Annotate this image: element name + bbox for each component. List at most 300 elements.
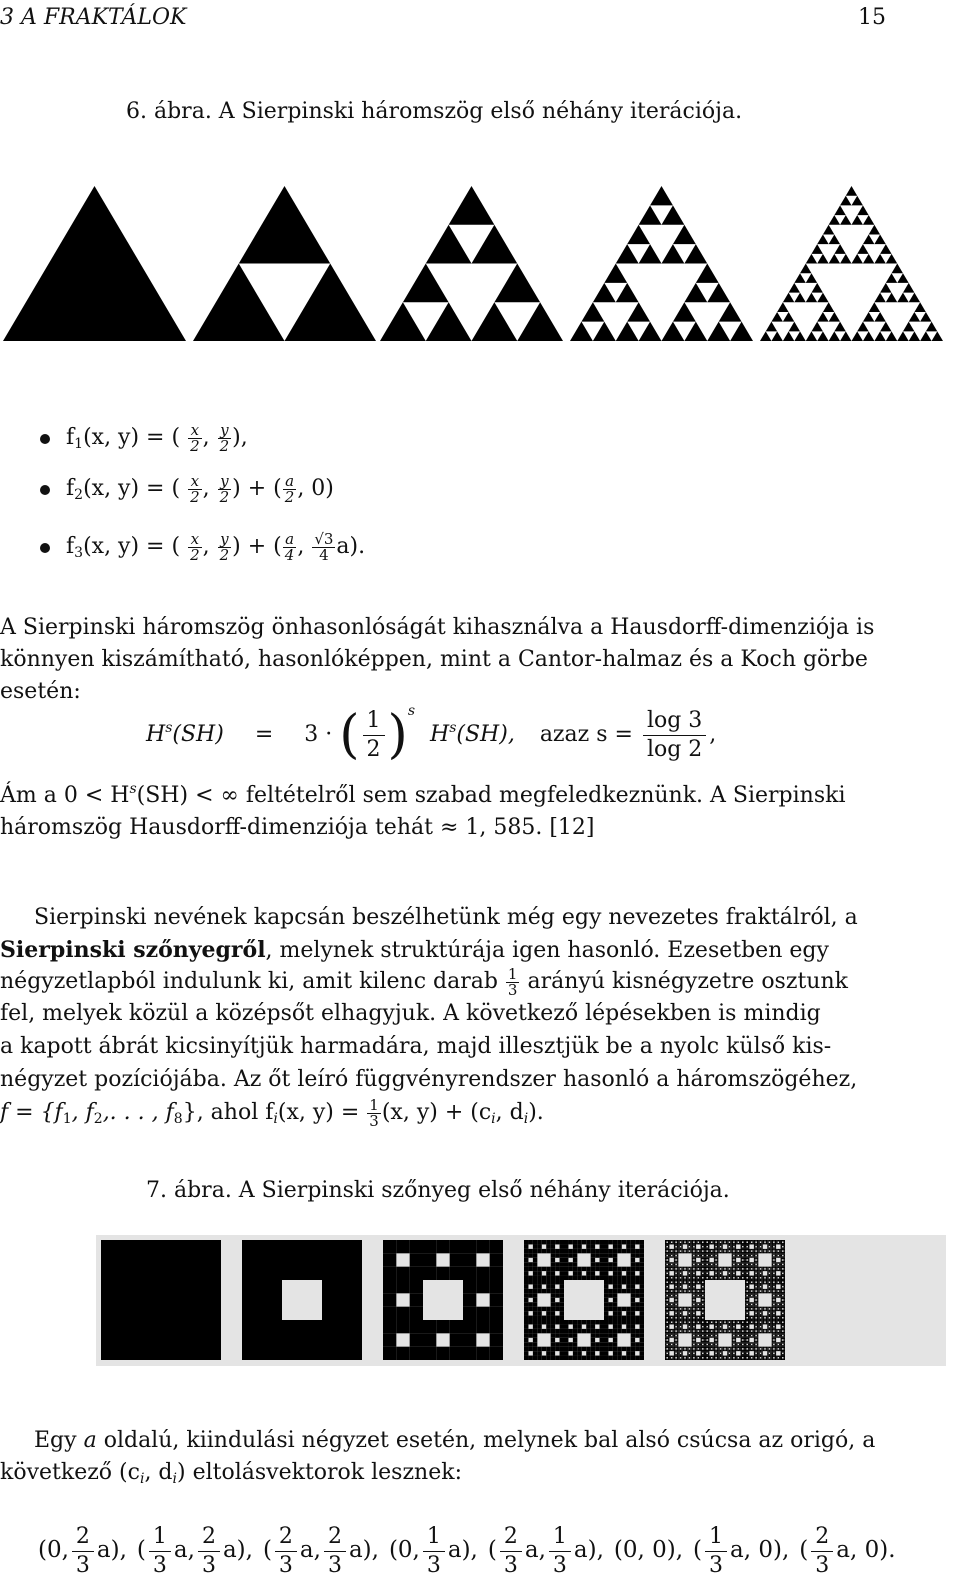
carpet-cell <box>622 1320 626 1324</box>
carpet-cell <box>760 1244 761 1245</box>
carpet-cell <box>738 1270 739 1271</box>
carpet-cell <box>672 1241 673 1242</box>
carpet-cell <box>591 1267 595 1271</box>
carpet-cell <box>727 1347 728 1348</box>
carpet-cell <box>613 1351 617 1355</box>
carpet-cell <box>709 1329 710 1330</box>
carpet-cell <box>714 1320 715 1321</box>
carpet-cell <box>778 1356 779 1357</box>
carpet-cell <box>761 1359 762 1360</box>
carpet-cell <box>754 1290 755 1291</box>
carpet-cell <box>781 1281 782 1282</box>
carpet-cell <box>754 1296 755 1297</box>
carpet-cell <box>776 1240 777 1241</box>
carpet-cell <box>604 1311 608 1315</box>
carpet-cell <box>450 1240 463 1253</box>
carpet-cell <box>687 1252 688 1253</box>
carpet-cell <box>781 1332 782 1333</box>
carpet-cell <box>775 1267 776 1268</box>
carpet-cell <box>702 1261 703 1262</box>
carpet-cell <box>742 1256 743 1257</box>
carpet-cell <box>564 1347 568 1351</box>
carpet-cell <box>745 1347 746 1348</box>
triangle-piece <box>794 273 805 283</box>
carpet-cell <box>779 1280 780 1281</box>
carpet-cell <box>745 1246 746 1247</box>
carpet-cell <box>732 1351 733 1352</box>
carpet-cell <box>677 1302 678 1303</box>
carpet-cell <box>551 1284 555 1288</box>
carpet-cell <box>745 1292 746 1293</box>
carpet-cell <box>542 1240 546 1244</box>
carpet-cell <box>704 1271 705 1272</box>
carpet-cell <box>766 1329 767 1330</box>
carpet-cell <box>671 1310 672 1311</box>
carpet-cell <box>720 1274 721 1275</box>
carpet-cell <box>695 1304 696 1305</box>
carpet-cell <box>704 1357 705 1358</box>
carpet-cell <box>732 1258 733 1259</box>
carpet-cell <box>755 1327 756 1328</box>
carpet-cell <box>674 1252 675 1253</box>
carpet-cell <box>763 1276 764 1277</box>
carpet-cell <box>772 1274 773 1275</box>
carpet-cell <box>665 1249 666 1250</box>
carpet-cell <box>761 1283 762 1284</box>
carpet-cell <box>704 1342 705 1343</box>
carpet-cell <box>686 1307 687 1308</box>
carpet-cell <box>551 1320 555 1324</box>
carpet-cell <box>546 1316 550 1320</box>
carpet-cell <box>690 1354 691 1355</box>
carpet-cell <box>784 1304 785 1305</box>
carpet-cell <box>721 1243 722 1244</box>
carpet-cell <box>683 1243 684 1244</box>
carpet-cell <box>782 1261 783 1262</box>
carpet-cell <box>678 1314 679 1315</box>
carpet-cell <box>718 1241 719 1242</box>
carpet-cell <box>782 1338 783 1339</box>
carpet-cell <box>686 1319 687 1320</box>
carpet-cell <box>690 1319 691 1320</box>
carpet-cell <box>705 1268 706 1269</box>
carpet-cell <box>757 1241 758 1242</box>
carpet-cell <box>591 1333 595 1337</box>
carpet-cell <box>672 1304 673 1305</box>
carpet-cell <box>537 1244 541 1248</box>
carpet-cell <box>754 1332 755 1333</box>
carpet-cell <box>782 1329 783 1330</box>
carpet-cell <box>706 1351 707 1352</box>
carpet-cell <box>784 1353 785 1354</box>
carpet-cell <box>666 1298 667 1299</box>
triangle-piece <box>673 225 696 244</box>
carpet-cell <box>668 1249 669 1250</box>
carpet-cell <box>757 1314 758 1315</box>
carpet-cell <box>776 1270 777 1271</box>
carpet-cell <box>727 1351 728 1352</box>
carpet-cell <box>693 1244 694 1245</box>
carpet-cell <box>626 1347 630 1351</box>
carpet-cell <box>551 1311 555 1315</box>
carpet-cell <box>622 1307 626 1311</box>
triangle-piece <box>886 293 897 303</box>
carpet-cell <box>680 1311 681 1312</box>
carpet-cell <box>775 1304 776 1305</box>
carpet-cell <box>383 1333 396 1346</box>
carpet-cell <box>769 1240 770 1241</box>
carpet-cell <box>735 1252 736 1253</box>
carpet-cell <box>600 1262 604 1266</box>
carpet-cell <box>757 1336 758 1337</box>
carpet-cell <box>763 1307 764 1308</box>
carpet-cell <box>678 1244 679 1245</box>
carpet-cell <box>730 1357 731 1358</box>
triangle-piece <box>771 331 782 341</box>
carpet-cell <box>680 1347 681 1348</box>
carpet-cell <box>732 1339 733 1340</box>
carpet-cell <box>784 1241 785 1242</box>
triangle-piece <box>817 331 828 341</box>
carpet-cell <box>692 1287 693 1288</box>
carpet-cell <box>763 1243 764 1244</box>
carpet-cell <box>705 1244 706 1245</box>
carpet-cell <box>678 1326 679 1327</box>
carpet-cell <box>775 1252 776 1253</box>
carpet-cell <box>773 1265 774 1266</box>
carpet-cell <box>678 1252 679 1253</box>
carpet-cell <box>775 1271 776 1272</box>
carpet-cell <box>708 1253 709 1254</box>
carpet-cell <box>772 1253 773 1254</box>
carpet-cell <box>721 1250 722 1251</box>
carpet-cell <box>680 1354 681 1355</box>
carpet-cell <box>745 1289 746 1290</box>
carpet-cell <box>776 1277 777 1278</box>
carpet-cell <box>683 1281 684 1282</box>
carpet-cell <box>537 1284 541 1288</box>
carpet-cell <box>717 1347 718 1348</box>
carpet-cell <box>631 1276 635 1280</box>
carpet-cell <box>714 1262 715 1263</box>
carpet-cell <box>695 1339 696 1340</box>
carpet-cell <box>714 1339 715 1340</box>
carpet-cell <box>705 1345 706 1346</box>
carpet-cell <box>704 1295 705 1296</box>
carpet-cell <box>699 1321 700 1322</box>
carpet-cell <box>745 1261 746 1262</box>
map-f1: $f_1(x$, y) = ( $\frac{x}{2}$ , $\frac{y}{2}$ ), <box>66 420 248 455</box>
carpet-cell <box>781 1350 782 1351</box>
carpet-cell <box>736 1252 737 1253</box>
carpet-cell <box>560 1307 564 1311</box>
carpet-cell <box>729 1351 730 1352</box>
carpet-cell <box>573 1324 577 1328</box>
carpet-cell <box>640 1249 644 1253</box>
carpet-cell <box>770 1316 771 1317</box>
carpet-cell <box>735 1353 736 1354</box>
carpet-cell <box>665 1330 666 1331</box>
carpet-cell <box>757 1274 758 1275</box>
carpet-cell <box>631 1307 635 1311</box>
carpet-cell <box>775 1329 776 1330</box>
carpet-cell <box>745 1324 746 1325</box>
carpet-cell <box>741 1270 742 1271</box>
carpet-cell <box>714 1341 715 1342</box>
carpet-cell <box>708 1276 709 1277</box>
carpet-cell <box>749 1264 750 1265</box>
carpet-cell <box>675 1262 676 1263</box>
carpet-cell <box>749 1330 750 1331</box>
carpet-cell <box>695 1336 696 1337</box>
carpet-cell <box>730 1320 731 1321</box>
carpet-cell <box>760 1332 761 1333</box>
carpet-cell <box>730 1359 731 1360</box>
carpet-cell <box>702 1249 703 1250</box>
carpet-cell <box>706 1270 707 1271</box>
carpet-cell <box>775 1240 776 1241</box>
carpet-cell <box>708 1351 709 1352</box>
carpet-cell <box>772 1351 773 1352</box>
carpet-cell <box>524 1293 528 1297</box>
triangle-piece <box>285 264 377 342</box>
carpet-cell <box>701 1302 702 1303</box>
carpet-cell <box>744 1350 745 1351</box>
carpet-cell <box>752 1342 753 1343</box>
carpet-cell <box>546 1347 550 1351</box>
carpet-cell <box>761 1330 762 1331</box>
carpet-cell <box>733 1336 734 1337</box>
carpet-cell <box>761 1289 762 1290</box>
carpet-cell <box>687 1326 688 1327</box>
carpet-cell <box>524 1262 528 1266</box>
carpet-cell <box>784 1314 785 1315</box>
carpet-cell <box>779 1345 780 1346</box>
carpet-cell <box>772 1270 773 1271</box>
carpet-cell <box>695 1344 696 1345</box>
carpet-cell <box>665 1246 666 1247</box>
carpet-cell <box>732 1240 733 1241</box>
carpet-cell <box>718 1353 719 1354</box>
carpet-cell <box>692 1293 693 1294</box>
carpet-cell <box>745 1335 746 1336</box>
carpet-cell <box>701 1329 702 1330</box>
carpet-cell <box>749 1249 750 1250</box>
carpet-cell <box>779 1336 780 1337</box>
carpet-cell <box>671 1320 672 1321</box>
carpet-cell <box>537 1356 541 1360</box>
carpet-cell <box>730 1247 731 1248</box>
carpet-cell <box>732 1241 733 1242</box>
carpet-cell <box>669 1357 670 1358</box>
carpet-cell <box>668 1258 669 1259</box>
carpet-cell <box>712 1267 713 1268</box>
carpet-cell <box>665 1339 666 1340</box>
carpet-cell <box>702 1283 703 1284</box>
map-f3: $f_3(x$, y) = ( $\frac{x}{2}$ , $\frac{y}{2}$ ) + ( $\frac{a}{4}$ , $\frac{√3}{4}$ a). <box>66 529 366 564</box>
carpet-cell <box>692 1244 693 1245</box>
carpet-cell <box>782 1293 783 1294</box>
carpet-cell <box>692 1250 693 1251</box>
carpet-cell <box>754 1341 755 1342</box>
carpet-cell <box>705 1262 706 1263</box>
carpet-cell <box>735 1339 736 1340</box>
carpet-cell <box>704 1287 705 1288</box>
carpet-cell <box>702 1324 703 1325</box>
carpet-cell <box>704 1286 705 1287</box>
carpet-cell <box>674 1305 675 1306</box>
carpet-cell <box>741 1324 742 1325</box>
carpet-cell <box>781 1335 782 1336</box>
carpet-cell <box>715 1323 716 1324</box>
carpet-cell <box>766 1249 767 1250</box>
carpet-cell <box>668 1280 669 1281</box>
carpet-cell <box>745 1301 746 1302</box>
carpet-cell <box>714 1277 715 1278</box>
carpet-cell <box>696 1270 697 1271</box>
carpet-cell <box>671 1265 672 1266</box>
carpet-cell <box>677 1277 678 1278</box>
carpet-cell <box>533 1351 537 1355</box>
sierpinski-carpet-figure <box>96 1235 946 1366</box>
carpet-cell <box>760 1274 761 1275</box>
carpet-cell <box>754 1308 755 1309</box>
carpet-cell <box>524 1356 528 1360</box>
carpet-cell <box>727 1271 728 1272</box>
carpet-cell <box>665 1261 666 1262</box>
carpet-cell <box>631 1258 635 1262</box>
carpet-cell <box>698 1332 699 1333</box>
carpet-cell <box>551 1316 555 1320</box>
carpet-cell <box>735 1250 736 1251</box>
triangle-piece <box>920 312 931 322</box>
carpet-cell <box>736 1348 737 1349</box>
carpet-cell <box>626 1329 630 1333</box>
carpet-cell <box>684 1270 685 1271</box>
carpet-cell <box>738 1329 739 1330</box>
carpet-cell <box>687 1329 688 1330</box>
carpet-cell <box>684 1320 685 1321</box>
carpet-cell <box>718 1273 719 1274</box>
carpet-cell <box>769 1332 770 1333</box>
carpet-cell <box>695 1350 696 1351</box>
carpet-cell <box>551 1267 555 1271</box>
carpet-cell <box>775 1316 776 1317</box>
carpet-cell <box>779 1296 780 1297</box>
carpet-cell <box>735 1357 736 1358</box>
carpet-cell <box>772 1305 773 1306</box>
carpet-cell <box>687 1240 688 1241</box>
carpet-cell <box>769 1271 770 1272</box>
carpet-cell <box>727 1247 728 1248</box>
carpet-cell <box>668 1314 669 1315</box>
carpet-cell <box>695 1321 696 1322</box>
carpet-cell <box>410 1267 423 1280</box>
carpet-cell <box>677 1270 678 1271</box>
carpet-cell <box>754 1324 755 1325</box>
carpet-cell <box>754 1317 755 1318</box>
carpet-cell <box>721 1327 722 1328</box>
carpet-cell <box>711 1359 712 1360</box>
carpet-cell <box>749 1296 750 1297</box>
carpet-cell <box>714 1244 715 1245</box>
carpet-cell <box>675 1338 676 1339</box>
carpet-cell <box>573 1356 577 1360</box>
carpet-cell <box>752 1270 753 1271</box>
carpet-cell <box>763 1348 764 1349</box>
carpet-cell <box>732 1259 733 1260</box>
carpet-cell <box>696 1302 697 1303</box>
carpet-cell <box>675 1253 676 1254</box>
carpet-cell <box>769 1247 770 1248</box>
carpet-cell <box>669 1317 670 1318</box>
carpet-cell <box>746 1247 747 1248</box>
carpet-cell <box>772 1350 773 1351</box>
carpet-cell <box>741 1264 742 1265</box>
carpet-cell <box>752 1280 753 1281</box>
carpet-cell <box>732 1345 733 1346</box>
carpet-cell <box>784 1283 785 1284</box>
carpet-cell <box>741 1258 742 1259</box>
carpet-cell <box>695 1302 696 1303</box>
carpet-cell <box>635 1320 639 1324</box>
carpet-cell <box>727 1326 728 1327</box>
carpet-cell <box>732 1332 733 1333</box>
carpet-cell <box>701 1311 702 1312</box>
carpet-cell <box>708 1353 709 1354</box>
carpet-cell <box>751 1333 752 1334</box>
carpet-cell <box>674 1324 675 1325</box>
carpet-cell <box>524 1244 528 1248</box>
carpet-cell <box>604 1276 608 1280</box>
carpet-cell <box>668 1262 669 1263</box>
carpet-cell <box>778 1310 779 1311</box>
carpet-cell <box>705 1350 706 1351</box>
carpet-cell <box>528 1289 532 1293</box>
carpet-cell <box>693 1252 694 1253</box>
carpet-cell <box>755 1332 756 1333</box>
carpet-cell <box>701 1295 702 1296</box>
carpet-cell <box>423 1253 436 1266</box>
carpet-cell <box>752 1304 753 1305</box>
carpet-cell <box>711 1347 712 1348</box>
carpet-cell <box>723 1320 724 1321</box>
carpet-cell <box>726 1332 727 1333</box>
carpet-cell <box>560 1271 564 1275</box>
carpet-cell <box>626 1271 630 1275</box>
carpet-cell <box>717 1330 718 1331</box>
carpet-cell <box>748 1250 749 1251</box>
carpet-cell <box>689 1323 690 1324</box>
carpet-cell <box>689 1354 690 1355</box>
carpet-cell <box>702 1327 703 1328</box>
carpet-cell <box>761 1329 762 1330</box>
carpet-cell <box>666 1267 667 1268</box>
carpet-cell <box>573 1320 577 1324</box>
carpet-cell <box>727 1332 728 1333</box>
carpet-cell <box>665 1258 666 1259</box>
carpet-cell <box>699 1350 700 1351</box>
carpet-cell <box>542 1249 546 1253</box>
carpet-cell <box>752 1290 753 1291</box>
carpet-cell <box>702 1240 703 1241</box>
carpet-cell <box>696 1265 697 1266</box>
carpet-cell <box>695 1314 696 1315</box>
carpet-cell <box>677 1271 678 1272</box>
carpet-cell <box>742 1270 743 1271</box>
triangle-piece <box>852 215 863 225</box>
carpet-cell <box>717 1327 718 1328</box>
